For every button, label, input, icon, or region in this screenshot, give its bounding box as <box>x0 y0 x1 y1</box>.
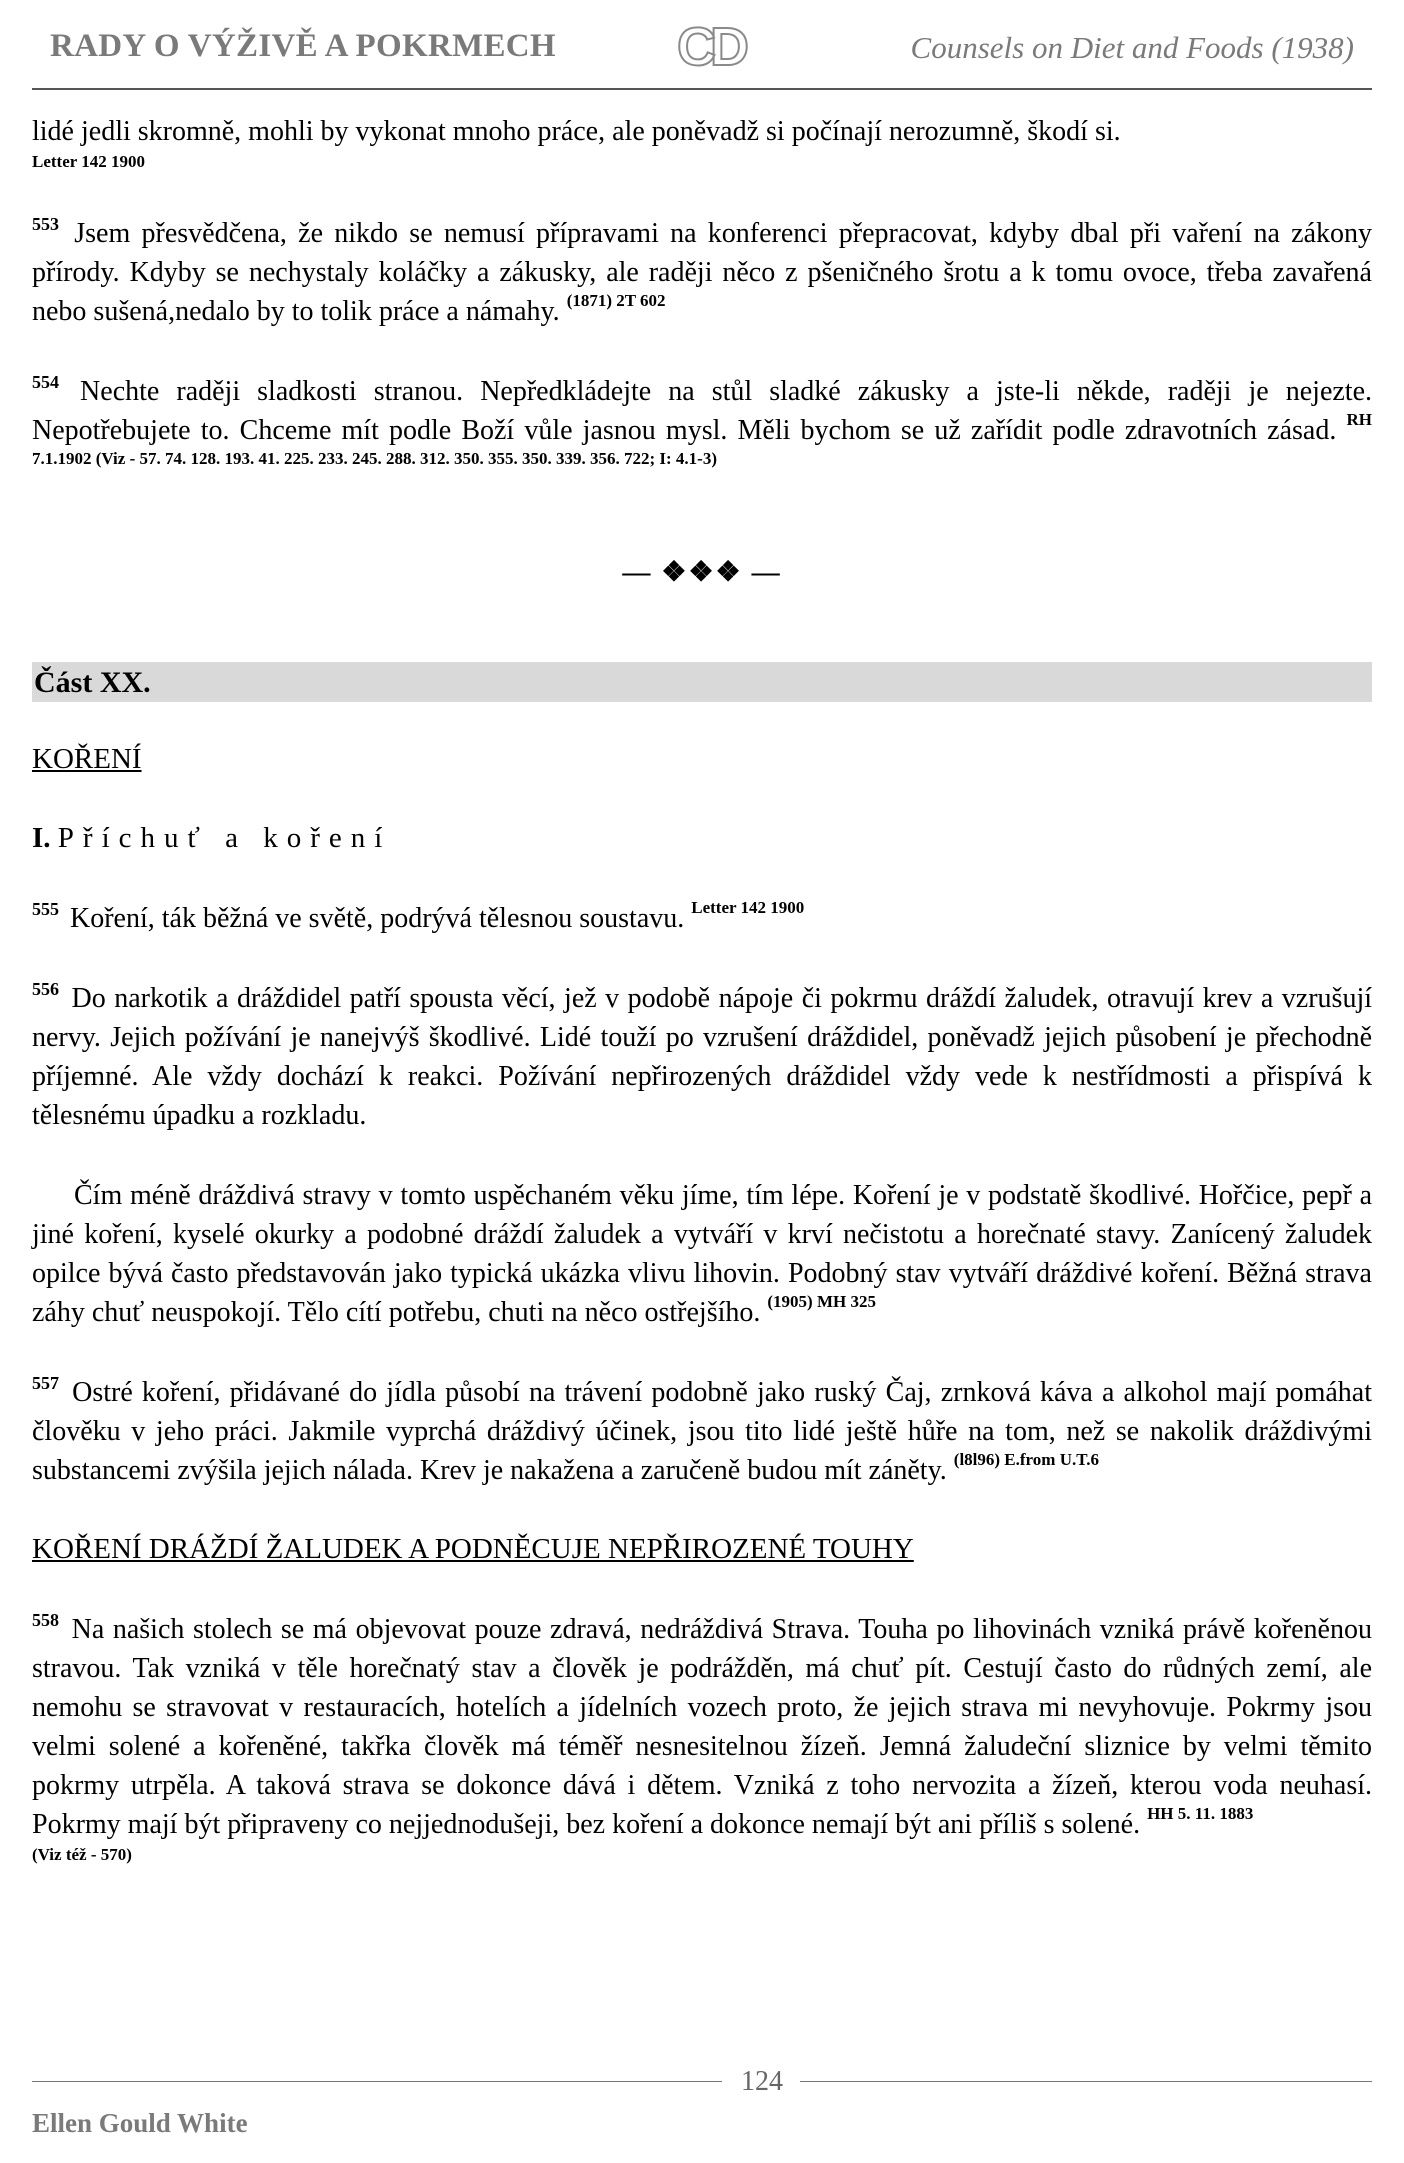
paragraph-continued <box>32 112 1372 173</box>
part-heading: Část XX. <box>32 662 1372 702</box>
paragraph-text: Koření, ták běžná ve světě, podrývá tělesnou soustavu. <box>70 903 685 934</box>
citation: Letter 142 1900 <box>32 152 145 171</box>
paragraph-554 <box>32 372 1372 489</box>
paragraph-555 <box>32 899 1372 938</box>
paragraph-553 <box>32 214 1372 331</box>
paragraph-number: 556 <box>32 979 59 999</box>
paragraph-text: Čím méně dráždivá stravy v tomto uspěchaném věku jíme, tím lépe. Koření je v podstatě škodlivé. Hořčice, pepř a jiné koření, kyselé okurky a podobné dráždí žaludek a vytváří v krví nečistotu a horečnaté stavy. Zanícený žaludek opilce bývá často představován jako typická ukázka vlivu lihovin. Podobný stav vytváří dráždivé koření. Běžná strava záhy chuť neuspokojí. Tělo cítí potřebu, chuti na něco ostřejšího. <box>32 1180 1372 1328</box>
page-header <box>32 14 1372 76</box>
section-heading: KOŘENÍ DRÁŽDÍ ŽALUDEK A PODNĚCUJE NEPŘIROZENÉ TOUHY <box>32 1533 914 1565</box>
citation: HH 5. 11. 1883 <box>1147 1804 1254 1823</box>
footer-rule-right <box>800 2081 1372 2082</box>
paragraph-text: lidé jedli skromně, mohli by vykonat mnoho práce, ale poněvadž si počínají nerozumně, škodí si. <box>32 116 1121 147</box>
header-english-title: Counsels on Diet and Foods (1938) <box>910 30 1354 65</box>
citation: RH 7.1.1902 (Viz - 57. 74. 128. 193. 41. 225. 233. 245. 288. 312. 350. 355. 350. 339. 356. 722; I: 4.1-3) <box>32 410 1373 468</box>
subsection-number: I. <box>32 822 51 854</box>
page-body <box>32 112 1372 1866</box>
paragraph-text: Jsem přesvědčena, že nikdo se nemusí přípravami na konferenci přepracovat, kdyby dbal při vaření na zákony přírody. Kdyby se nechystaly koláčky a zákusky, ale raději něco z pšeničného šrotu a k tomu ovoce, třeba zavařená nebo sušená,nedalo by to tolik práce a námahy. <box>32 218 1373 327</box>
paragraph-text: Do narkotik a dráždidel patří spousta věcí, jež v podobě nápoje či pokrmu dráždí žaludek, otravují krev a vzrušují nervy. Jejich požívání je nanejvýš škodlivé. Lidé touží po vzrušení dráždidel, poněvadž jejich působení je přechodně příjemné. Ale vždy dochází k reakci. Požívání nepřirozených dráždidel vždy vede k nestřídmosti a přispívá k tělesnému úpadku a rozkladu. <box>32 983 1373 1131</box>
subsection-heading <box>32 819 1372 858</box>
paragraph-557 <box>32 1373 1372 1490</box>
paragraph-text: Nechte raději sladkosti stranou. Nepředkládejte na stůl sladké zákusky a jste-li někde, raději je nejezte. Nepotřebujete to. Chceme mít podle Boží vůle jasnou mysl. Měli bychom se už zařídit podle zdravotních zásad. <box>32 376 1373 446</box>
header-book-title: RADY O VÝŽIVĚ A POKRMECH <box>50 28 556 64</box>
footer-rule-left <box>32 2081 722 2082</box>
paragraph-number: 557 <box>32 1373 59 1393</box>
document-page <box>32 0 1372 2163</box>
paragraph-558 <box>32 1610 1372 1866</box>
page-number: 124 <box>741 2066 783 2097</box>
paragraph-556 <box>32 979 1372 1135</box>
cd-logo: CD <box>677 17 743 77</box>
cross-reference: (Viz též - 570) <box>32 1845 132 1864</box>
header-rule <box>32 88 1372 90</box>
paragraph-number: 558 <box>32 1610 59 1630</box>
paragraph-number: 554 <box>32 372 59 392</box>
footer-author: Ellen Gould White <box>32 2108 248 2138</box>
citation: (1871) 2T 602 <box>566 291 666 310</box>
paragraph-number: 555 <box>32 899 59 919</box>
citation: Letter 142 1900 <box>691 898 805 917</box>
paragraph-text: Ostré koření, přidávané do jídla působí na trávení podobně jako ruský Čaj, zrnková káva a alkohol mají pomáhat člověku v jeho práci. Jakmile vyprchá dráždivý účinek, jsou tito lidé ještě hůře na tom, než se nakolik dráždivými substancemi zvýšila jejich nálada. Krev je nakažena a zaručeně budou mít záněty. <box>32 1377 1372 1486</box>
section-divider: — ❖❖❖ — <box>622 557 782 588</box>
paragraph-number: 553 <box>32 214 59 234</box>
citation: (1905) MH 325 <box>767 1292 876 1311</box>
citation: (l8l96) E.from U.T.6 <box>953 1450 1100 1469</box>
paragraph-556-continued <box>32 1176 1372 1332</box>
paragraph-text: Na našich stolech se má objevovat pouze zdravá, nedráždivá Strava. Touha po lihovinách vzniká právě kořeněnou stravou. Tak vzniká v těle horečnatý stav a člověk je podrážděn, má chuť pít. Cestují často do růdných zemí, ale nemohu se stravovat v restauracích, hotelích a jídelních vozech proto, že jejich strava mi nevyhovuje. Pokrmy jsou velmi solené a kořeněné, takřka člověk má téměř nesnesitelnou žízeň. Jemná žaludeční sliznice by velmi těmito pokrmy utrpěla. A taková strava se dokonce dává i dětem. Vzniká z toho nervozita a žízeň, kterou voda neuhasí. Pokrmy mají být připraveny co nejjednodušeji, bez koření a dokonce nemají být ani příliš s solené. <box>32 1614 1372 1840</box>
section-heading: KOŘENÍ <box>32 743 142 775</box>
subsection-title: Příchuť a koření <box>57 822 392 854</box>
